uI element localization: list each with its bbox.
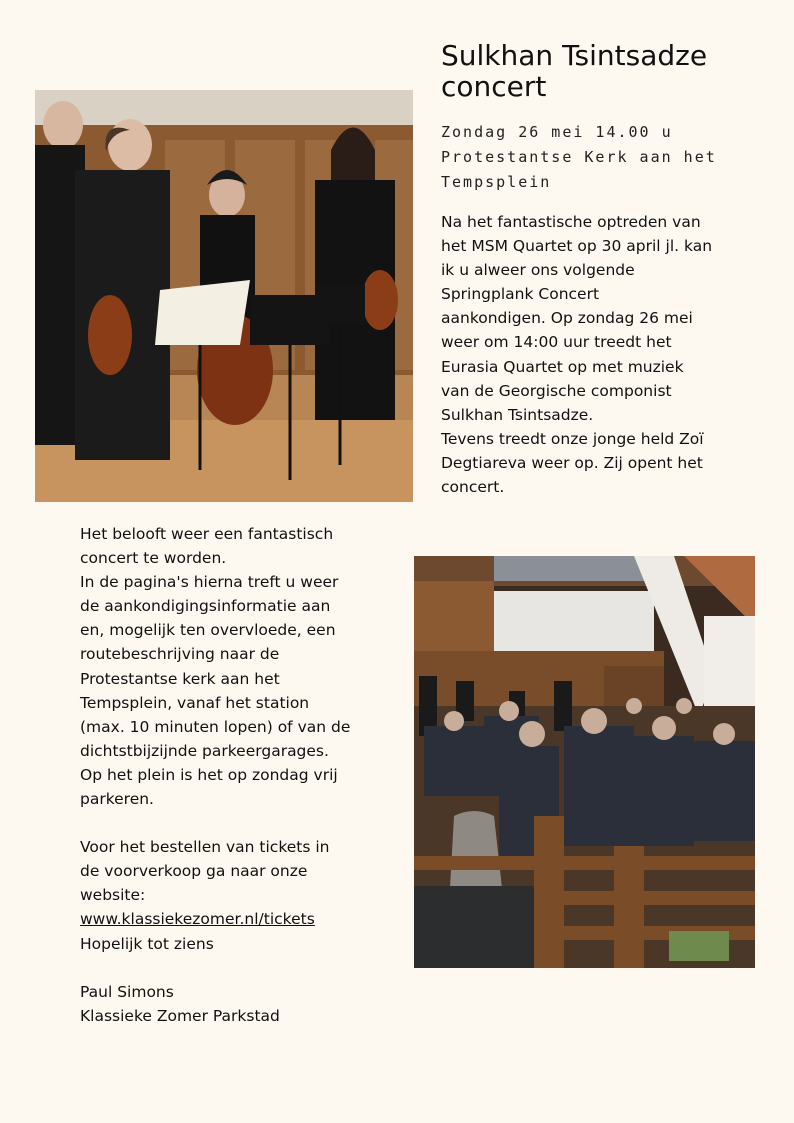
body-line: dichtstbijzijnde parkeergarages. xyxy=(80,741,329,760)
intro-line: aankondigen. Op zondag 26 mei xyxy=(441,309,693,328)
intro-line: Degtiareva weer op. Zij opent het xyxy=(441,453,703,472)
title-line-1: Sulkhan Tsintsadze xyxy=(441,39,708,72)
intro-line: weer om 14:00 uur treedt het xyxy=(441,333,672,352)
event-venue-line-2: Tempsplein xyxy=(441,173,552,191)
tickets-link[interactable]: www.klassiekezomer.nl/tickets xyxy=(80,910,315,929)
event-venue-line-1: Protestantse Kerk aan het xyxy=(441,148,717,166)
signature-name: Paul Simons xyxy=(80,982,174,1001)
body-line: Protestantse kerk aan het xyxy=(80,669,280,688)
body-line: (max. 10 minuten lopen) of van de xyxy=(80,717,351,736)
body-line: de aankondigingsinformatie aan xyxy=(80,597,331,616)
body-line: concert te worden. xyxy=(80,549,227,568)
audience-photo xyxy=(414,556,755,968)
spacer xyxy=(80,956,380,980)
tickets-line-3: website: xyxy=(80,886,146,905)
body-line: In de pagina's hierna treft u weer xyxy=(80,573,339,592)
intro-line: Na het fantastische optreden van xyxy=(441,213,701,231)
body-line: Het belooft weer een fantastisch xyxy=(80,525,334,543)
body-line: parkeren. xyxy=(80,790,154,809)
body-line: routebeschrijving naar de xyxy=(80,645,280,664)
event-date-time: Zondag 26 mei 14.00 u xyxy=(441,123,673,141)
intro-line: van de Georgische componist xyxy=(441,381,672,400)
tickets-line-1: Voor het bestellen van tickets in xyxy=(80,838,330,857)
tickets-line-2: de voorverkoop ga naar onze xyxy=(80,862,308,881)
body-line: en, mogelijk ten overvloede, een xyxy=(80,621,336,640)
intro-line: Eurasia Quartet op met muziek xyxy=(441,357,684,376)
intro-line: Sulkhan Tsintsadze. xyxy=(441,405,594,424)
event-info xyxy=(441,120,761,195)
body-line: Op het plein is het op zondag vrij xyxy=(80,765,338,784)
intro-line: ik u alweer ons volgende xyxy=(441,261,635,280)
spacer xyxy=(80,811,380,835)
intro-line: het MSM Quartet op 30 april jl. kan xyxy=(441,237,713,256)
intro-line: Tevens treedt onze jonge held Zoï xyxy=(441,429,704,448)
intro-paragraph xyxy=(441,210,741,499)
closing-text: Hopelijk tot ziens xyxy=(80,934,214,953)
intro-line: Springplank Concert xyxy=(441,285,600,304)
body-paragraph xyxy=(80,522,380,1028)
signature-organization: Klassieke Zomer Parkstad xyxy=(80,1006,280,1025)
page-title xyxy=(441,40,761,102)
body-line: Tempsplein, vanaf het station xyxy=(80,693,310,712)
intro-line: concert. xyxy=(441,478,505,497)
title-line-2: concert xyxy=(441,70,547,103)
quartet-photo xyxy=(35,90,413,502)
